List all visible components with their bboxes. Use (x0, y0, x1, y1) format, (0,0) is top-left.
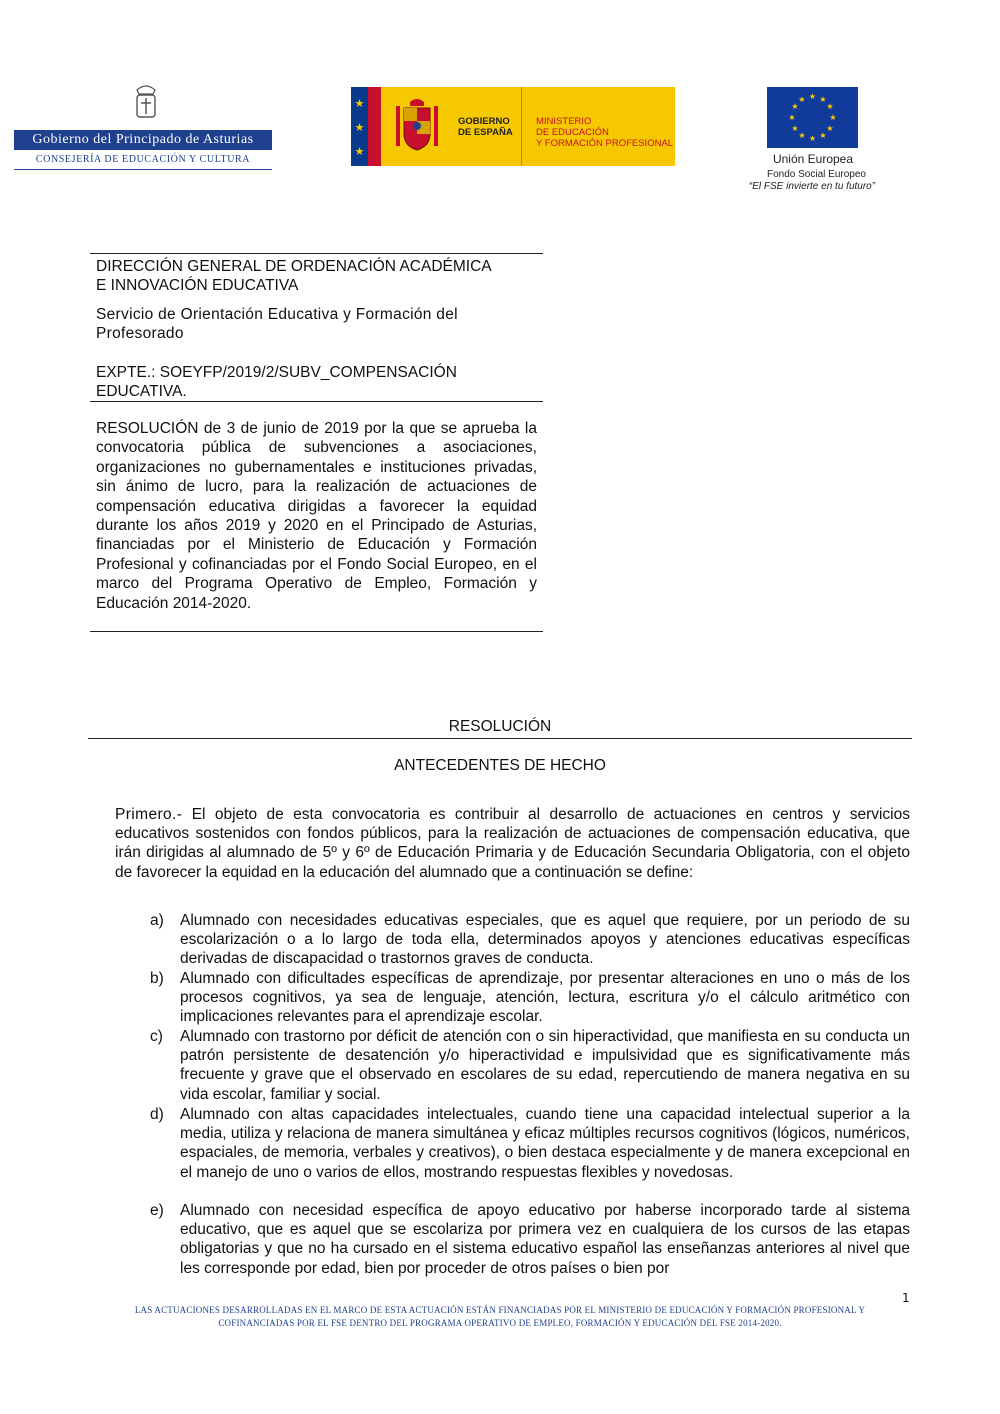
svg-text:★: ★ (788, 113, 796, 122)
list-item-letter: e) (150, 1202, 164, 1219)
eu-fund-name: Fondo Social Europeo (767, 169, 866, 180)
svg-text:★: ★ (826, 102, 834, 111)
svg-text:★: ★ (819, 95, 827, 104)
list-item-letter: a) (150, 912, 164, 929)
first-paragraph (115, 805, 910, 882)
spain-flag-stripe (368, 87, 381, 166)
list-item-letter: d) (150, 1106, 164, 1123)
list-item: Alumnado con trastorno por déficit de atención con o sin hiperactividad, que manifiesta en su conducta un patrón persistente de desatención y/o hiperactividad e impulsividad que es significativamente más frecuente y grave que el observado en escolares de su edad, repercutiendo de manera negativa en su vida escolar, familiar y social. (180, 1028, 910, 1103)
list-item: Alumnado con necesidad específica de apoyo educativo por haberse incorporado tarde al sistema educativo, que es aquel que se escolariza por primera vez en cualquiera de los cursos de las etapas obligatorias y que no ha cursado en el sistema educativo español las enseñanzas anteriores al nivel que les corresponde por edad, bien por proceder de otros países o bien por (180, 1202, 910, 1277)
page-number: 1 (902, 1291, 910, 1305)
svg-text:★: ★ (354, 122, 365, 134)
asturias-government-title: Gobierno del Principado de Asturias (14, 130, 272, 150)
header-bottom-rule (90, 631, 543, 632)
spain-logo-divider (521, 87, 522, 166)
asturias-emblem-icon (131, 80, 161, 122)
asturias-underline (14, 169, 272, 170)
direction-line-2: E INNOVACIÓN EDUCATIVA (96, 277, 299, 294)
resolution-title: RESOLUCIÓN (448, 718, 552, 735)
svg-text:★: ★ (808, 134, 817, 143)
svg-text:★: ★ (798, 95, 806, 104)
asturias-department-subtitle: CONSEJERÍA DE EDUCACIÓN Y CULTURA (35, 154, 251, 165)
eu-stars-icon (767, 87, 858, 148)
resolution-title-rule (88, 738, 912, 739)
header-top-rule (90, 253, 543, 254)
list-item-letter: c) (150, 1028, 163, 1045)
eu-name: Unión Europea (772, 152, 854, 166)
eu-motto: “El FSE invierte en tu futuro” (748, 181, 876, 192)
resolution-summary: RESOLUCIÓN de 3 de junio de 2019 por la que se aprueba la convocatoria pública de subvenciones a asociaciones, organizaciones no gubernamentales e instituciones privadas, sin ánimo de lucro, para la realización de actuaciones de compensación educativa dirigidas a favorecer la equidad durante los años 2019 y 2020 en el Principado de Asturias, financiadas por el Ministerio de Educación y Formación Profesional y cofinanciadas por el Fondo Social Europeo, en el marco del Programa Operativo de Empleo, Formación y Educación 2014-2020. (96, 420, 537, 612)
first-text: El objeto de esta convocatoria es contribuir al desarrollo de actuaciones en centros y servicios educativos sostenidos con fondos públicos, para la realización de actuaciones de compensación educativa, que irán dirigidas al alumnado de 5º y 6º de Educación Primaria y de Educación Secundaria Obligatoria, con el objeto de favorecer la equidad en la educación del alumnado que a continuación se define: (115, 806, 910, 881)
header-middle-rule (90, 401, 543, 402)
expte-line-1: EXPTE.: SOEYFP/2019/2/SUBV_COMPENSACIÓN (96, 364, 457, 381)
spain-government-label: GOBIERNO DE ESPAÑA (458, 116, 513, 138)
footer-line-1: LAS ACTUACIONES DESARROLLADAS EN EL MARCO DE ESTA ACTUACIÓN ESTÁN FINANCIADAS POR EL MINISTERIO DE EDUCACIÓN Y FORMACIÓN PROFESIONAL Y (134, 1305, 866, 1315)
list-item: Alumnado con necesidades educativas especiales, que es aquel que requiere, por un periodo de su escolarización o a lo largo de toda ella, determinados apoyos y atenciones educativas específicas derivadas de discapacidad o trastornos graves de conducta. (180, 912, 910, 968)
ministry-label: MINISTERIO DE EDUCACIÓN Y FORMACIÓN PROFESIONAL (536, 116, 674, 149)
service-line-2: Profesorado (96, 325, 184, 342)
direction-line-1: DIRECCIÓN GENERAL DE ORDENACIÓN ACADÉMICA (96, 258, 492, 275)
svg-text:★: ★ (354, 146, 365, 158)
star-icon (353, 95, 366, 160)
svg-text:★: ★ (791, 102, 799, 111)
svg-text:★: ★ (819, 131, 827, 140)
footer-line-2: COFINANCIADAS POR EL FSE DENTRO DEL PROGRAMA OPERATIVO DE EMPLEO, FORMACIÓN Y EDUCACIÓN DEL FSE 2014-2020. (218, 1318, 782, 1328)
list-item: Alumnado con dificultades específicas de aprendizaje, por presentar alteraciones en uno o más de los procesos cognitivos, ya sea de lenguaje, atención, lectura, escritura y/o el cálculo aritmético con implicaciones relevantes para el aprendizaje escolar. (180, 970, 910, 1026)
svg-text:★: ★ (826, 124, 834, 133)
expte-line-2: EDUCATIVA. (96, 383, 187, 400)
svg-text:★: ★ (808, 92, 817, 101)
svg-text:★: ★ (829, 113, 837, 122)
service-line-1: Servicio de Orientación Educativa y Formación del (96, 306, 458, 323)
section-title: ANTECEDENTES DE HECHO (394, 757, 606, 774)
list-item: Alumnado con altas capacidades intelectuales, cuando tiene una capacidad intelectual superior a la media, utiliza y relaciona de manera simultánea y eficaz múltiples recursos cognitivos (lógicos, numéricos, espaciales, de memoria, verbales y creativos), o bien destaca especialmente y de manera excepcional en el manejo de uno o varios de ellos, mostrando respuestas flexibles y novedosas. (180, 1106, 910, 1181)
first-label: Primero.- (115, 806, 183, 823)
svg-text:★: ★ (791, 124, 799, 133)
list-item-letter: b) (150, 970, 164, 987)
svg-text:★: ★ (354, 98, 365, 110)
svg-text:★: ★ (798, 131, 806, 140)
spain-coat-of-arms-icon (394, 96, 440, 156)
